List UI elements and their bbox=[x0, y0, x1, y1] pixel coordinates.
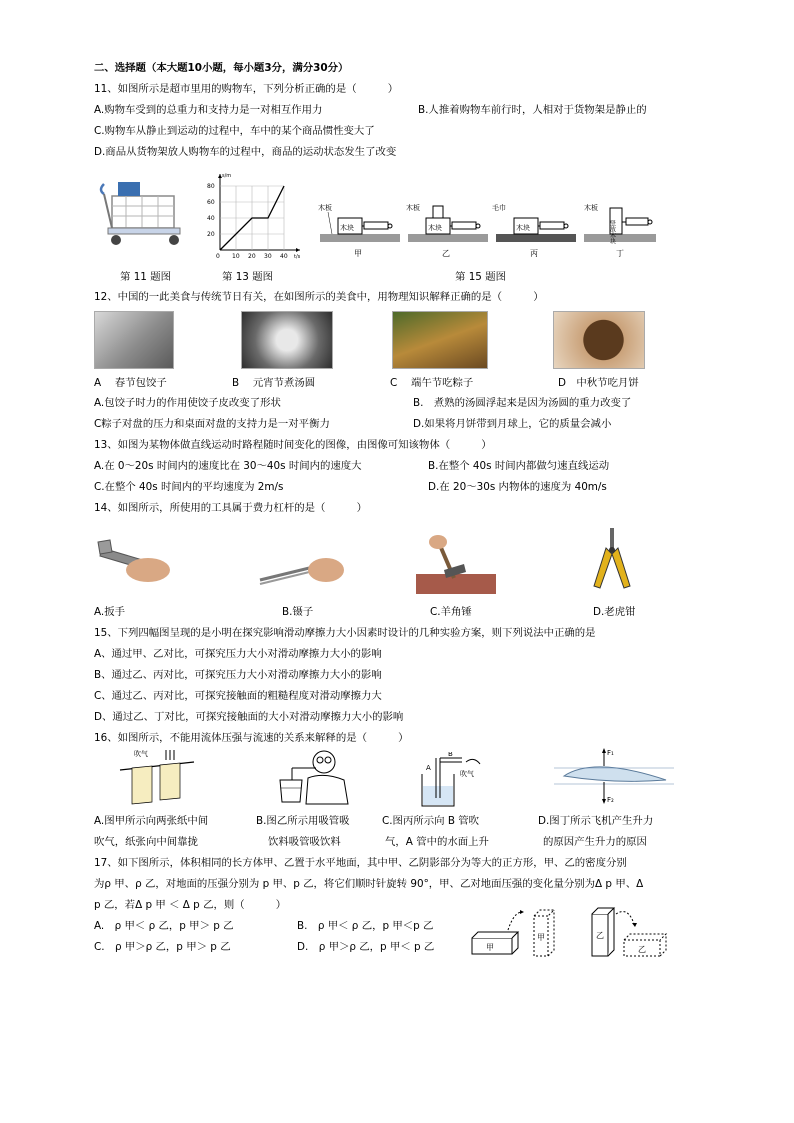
q12-option-c: C粽子对盘的压力和桌面对盘的支持力是一对平衡力 bbox=[94, 418, 330, 430]
q11-option-a: A.购物车受到的总重力和支持力是一对相互作用力 bbox=[94, 104, 323, 116]
q16-option-b-line1: B.图乙所示用吸管吸 bbox=[256, 815, 350, 827]
q13-option-c: C.在整个 40s 时间内的平均速度为 2m/s bbox=[94, 481, 284, 493]
graph-xtick: 0 bbox=[216, 253, 220, 260]
force-f1-label: F₁ bbox=[607, 749, 614, 757]
towel-label: 毛巾 bbox=[492, 204, 506, 212]
q17-option-d: D. ρ 甲＞ρ 乙，p 甲＜ p 乙 bbox=[297, 941, 435, 953]
q13-option-b: B.在整个 40s 时间内都做匀速直线运动 bbox=[428, 460, 610, 472]
q13-option-a: A.在 0～20s 时间内的速度比在 30～40s 时间内的速度大 bbox=[94, 460, 362, 472]
vertical-block-label: 竖放木块 bbox=[608, 220, 616, 244]
shopping-cart-image bbox=[96, 176, 192, 248]
block-label: 木块 bbox=[428, 224, 442, 232]
q17-stem-line3: p 乙，若Δ p 甲 ＜ Δ p 乙，则（ ） bbox=[94, 899, 287, 911]
graph-ytick: 80 bbox=[207, 183, 215, 190]
q17-option-b: B. ρ 甲＜ ρ 乙，p 甲＜p 乙 bbox=[297, 920, 434, 932]
q12-stem: 12、中国的一此美食与传统节日有关，在如图所示的美食中，用物理知识解释正确的是（ ） bbox=[94, 291, 544, 303]
q11-option-c: C.购物车从静止到运动的过程中，车中的某个商品惯性变大了 bbox=[94, 125, 375, 137]
tube-a-label: A bbox=[426, 764, 431, 772]
dumplings-photo bbox=[94, 311, 174, 369]
q12-option-d: D.如果将月饼带到月球上，它的质量会减小 bbox=[413, 418, 612, 430]
tube-b-label: B bbox=[448, 752, 453, 758]
q16-option-c-line1: C.图丙所示向 B 管吹 bbox=[382, 815, 480, 827]
graph-xlabel: t/s bbox=[294, 254, 301, 260]
straw-drinking-figure bbox=[268, 746, 352, 806]
q11-option-d: D.商品从货物架放人购物车的过程中，商品的运动状态发生了改变 bbox=[94, 146, 397, 158]
distance-time-graph bbox=[204, 170, 304, 260]
blow-label: 吹气 bbox=[460, 770, 474, 778]
airplane-wing-figure bbox=[554, 746, 676, 806]
claw-hammer-image bbox=[416, 530, 496, 594]
pliers-image bbox=[590, 526, 634, 592]
section-title: 二、选择题（本大题10小题，每小题3分，满分30分） bbox=[94, 62, 349, 74]
q13-option-d: D.在 20～30s 内物体的速度为 40m/s bbox=[428, 481, 607, 493]
q12-label-a: A 春节包饺子 bbox=[94, 377, 167, 389]
q15-option-c: C、通过乙、丙对比，可探究接触面的粗糙程度对滑动摩擦力大 bbox=[94, 690, 382, 702]
q16-option-c-line2: 气，A 管中的水面上升 bbox=[385, 836, 489, 848]
q13-stem: 13、如图为某物体做直线运动时路程随时间变化的图像，由图像可知该物体（ ） bbox=[94, 439, 492, 451]
figure-caption-11: 第 11 题图 bbox=[120, 271, 171, 283]
graph-xtick: 10 bbox=[232, 253, 240, 260]
q15-option-b: B、通过乙、丙对比，可探究压力大小对滑动摩擦力大小的影响 bbox=[94, 669, 382, 681]
q12-label-c: C 端午节吃粽子 bbox=[390, 377, 474, 389]
q15-stem: 15、下列四幅图呈现的是小明在探究影响滑动摩擦力大小因素时设计的几种实验方案，则下列说法中正确的是 bbox=[94, 627, 596, 639]
graph-ylabel: s/m bbox=[222, 173, 232, 179]
q16-stem: 16、如图所示，不能用流体压强与流速的关系来解释的是（ ） bbox=[94, 732, 409, 744]
block-label: 木块 bbox=[340, 224, 354, 232]
graph-xtick: 40 bbox=[280, 253, 288, 260]
panel-label-ding: 丁 bbox=[616, 249, 624, 258]
q12-option-b: B. 煮熟的汤圆浮起来是因为汤圆的重力改变了 bbox=[413, 397, 632, 409]
figure-caption-13: 第 13 题图 bbox=[222, 271, 273, 283]
block-jia-label: 甲 bbox=[537, 933, 545, 942]
q15-option-d: D、通过乙、丁对比，可探究接触面的大小对滑动摩擦力大小的影响 bbox=[94, 711, 404, 723]
paper-sheets-figure bbox=[118, 748, 198, 808]
force-f2-label: F₂ bbox=[607, 796, 614, 804]
q16-option-b-line2: 饮料吸管吸饮料 bbox=[268, 836, 341, 848]
q14-option-d: D.老虎钳 bbox=[593, 606, 636, 618]
q12-option-a: A.包饺子时力的作用使饺子皮改变了形状 bbox=[94, 397, 281, 409]
graph-xtick: 30 bbox=[264, 253, 272, 260]
graph-ytick: 60 bbox=[207, 199, 215, 206]
zongzi-photo bbox=[392, 311, 488, 369]
panel-label-jia: 甲 bbox=[354, 249, 362, 258]
q14-option-c: C.羊角锤 bbox=[430, 606, 472, 618]
q12-label-d: D 中秋节吃月饼 bbox=[558, 377, 639, 389]
wrench-image bbox=[96, 534, 176, 588]
q16-option-d-line2: 的原因产生升力的原因 bbox=[543, 836, 647, 848]
figure-caption-15: 第 15 题图 bbox=[455, 271, 506, 283]
graph-ytick: 40 bbox=[207, 215, 215, 222]
tangyuan-photo bbox=[241, 311, 333, 369]
board-label: 木板 bbox=[584, 204, 598, 212]
block-yi-label: 乙 bbox=[638, 945, 646, 954]
q11-stem: 11、如图所示是超市里用的购物车，下列分析正确的是（ ） bbox=[94, 83, 399, 95]
q15-option-a: A、通过甲、乙对比，可探究压力大小对滑动摩擦力大小的影响 bbox=[94, 648, 382, 660]
q17-stem-line1: 17、如下图所示，体积相同的长方体甲、乙置于水平地面，其中甲、乙阴影部分为等大的正方形，甲、乙的密度分别 bbox=[94, 857, 627, 869]
blow-label: 吹气 bbox=[134, 750, 148, 758]
mooncake-photo bbox=[553, 311, 645, 369]
block-jia-label: 甲 bbox=[486, 943, 494, 952]
tweezers-image bbox=[254, 540, 346, 594]
block-yi-label: 乙 bbox=[596, 931, 604, 940]
q16-option-a-line2: 吹气，纸张向中间靠拢 bbox=[94, 836, 198, 848]
rotating-blocks-figure bbox=[468, 902, 668, 960]
q14-stem: 14、如图所示，所使用的工具属于费力杠杆的是（ ） bbox=[94, 502, 367, 514]
q17-option-a: A. ρ 甲＜ ρ 乙，p 甲＞ p 乙 bbox=[94, 920, 234, 932]
q17-stem-line2: 为ρ 甲、ρ 乙，对地面的压强分别为 p 甲、p 乙，将它们顺时针旋转 90°，甲、乙对地面压强的变化量分别为Δ p 甲、Δ bbox=[94, 878, 644, 890]
blowing-tubes-figure bbox=[418, 752, 488, 808]
board-label: 木板 bbox=[318, 204, 332, 212]
q16-option-a-line1: A.图甲所示向两张纸中间 bbox=[94, 815, 209, 827]
block-label: 木块 bbox=[516, 224, 530, 232]
q12-label-b: B 元宵节煮汤圆 bbox=[232, 377, 316, 389]
panel-label-bing: 丙 bbox=[530, 249, 538, 258]
q14-option-b: B.镊子 bbox=[282, 606, 314, 618]
graph-ytick: 20 bbox=[207, 231, 215, 238]
q14-option-a: A.扳手 bbox=[94, 606, 126, 618]
q11-option-b: B.人推着购物车前行时，人相对于货物架是静止的 bbox=[418, 104, 647, 116]
q16-option-d-line1: D.图丁所示飞机产生升力 bbox=[538, 815, 654, 827]
friction-experiments-figure bbox=[316, 196, 662, 258]
panel-label-yi: 乙 bbox=[442, 249, 450, 258]
graph-xtick: 20 bbox=[248, 253, 256, 260]
q17-option-c: C. ρ 甲＞ρ 乙，p 甲＞ p 乙 bbox=[94, 941, 231, 953]
board-label: 木板 bbox=[406, 204, 420, 212]
